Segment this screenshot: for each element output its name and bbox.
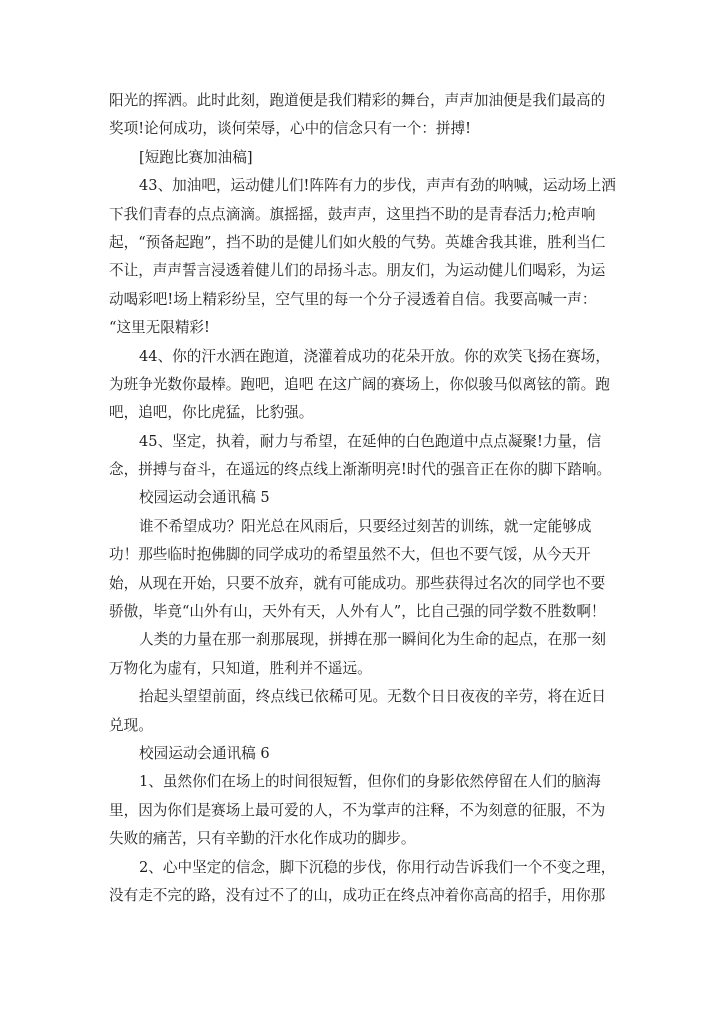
text-line: 失败的痛苦，只有辛勤的汗水化作成功的脚步。 xyxy=(109,830,416,848)
text-line: 谁不希望成功？阳光总在风雨后，只要经过刻苦的训练，就一定能够成 xyxy=(139,517,592,535)
text-line: 45、坚定，执着，耐力与希望，在延伸的白色跑道中点点凝聚!力量，信 xyxy=(139,432,602,450)
text-line: 43、加油吧，运动健儿们!阵阵有力的步伐，声声有劲的呐喊，运动场上洒 xyxy=(139,177,616,195)
text-line: 起，“预备起跑”，挡不助的是健儿们如火般的气势。英雄舍我其谁，胜利当仁 xyxy=(109,233,606,251)
text-line: 始，从现在开始，只要不放弃，就有可能成功。那些获得过名次的同学也不要 xyxy=(109,574,606,592)
document-page xyxy=(109,87,669,910)
text-line: 人类的力量在那一刹那展现，拼搏在那一瞬间化为生命的起点，在那一刻 xyxy=(139,631,607,649)
text-line: 1、虽然你们在场上的时间很短暂，但你们的身影依然停留在人们的脑海 xyxy=(139,773,601,791)
text-line: 2、心中坚定的信念，脚下沉稳的步伐，你用行动告诉我们一个不变之理， xyxy=(139,858,616,876)
text-line: 44、你的汗水洒在跑道，浇灌着成功的花朵开放。你的欢笑飞扬在赛场， xyxy=(139,347,610,365)
text-line: 兑现。 xyxy=(109,716,153,734)
text-line: 吧，追吧，你比虎猛，比豹强。 xyxy=(109,404,314,422)
text-line: 念，拼搏与奋斗，在遥远的终点线上渐渐明亮!时代的强音正在你的脚下踏响。 xyxy=(109,461,612,479)
text-line: 功！那些临时抱佛脚的同学成功的希望虽然不大，但也不要气馁，从今天开 xyxy=(109,546,591,564)
text-line: 不让，声声誓言浸透着健儿们的昂扬斗志。朋友们，为运动健儿们喝彩，为运 xyxy=(109,262,606,280)
text-line: 校园运动会通讯稿 5 xyxy=(139,489,270,507)
text-line: 奖项!论何成功，谈何荣辱，心中的信念只有一个：拼搏! xyxy=(109,120,471,138)
text-line: 阳光的挥洒。此时此刻，跑道便是我们精彩的舞台，声声加油便是我们最高的 xyxy=(109,92,606,109)
text-line: 校园运动会通讯稿 6 xyxy=(139,744,270,762)
text-line: 下我们青春的点点滴滴。旗摇摇，鼓声声，这里挡不助的是青春活力;枪声响 xyxy=(109,205,596,223)
text-line: “这里无限精彩! xyxy=(109,319,210,337)
text-line: 骄傲，毕竟“山外有山，天外有天，人外有人”，比自己强的同学数不胜数啊！ xyxy=(109,603,606,621)
text-line: [短跑比赛加油稿] xyxy=(139,148,253,166)
text-line: 为班争光数你最棒。跑吧，追吧 在这广阔的赛场上，你似骏马似离铉的箭。跑 xyxy=(109,375,610,393)
text-line: 万物化为虚有，只知道，胜利并不遥远。 xyxy=(109,659,372,677)
text-line: 没有走不完的路，没有过不了的山，成功正在终点冲着你高高的招手，用你那 xyxy=(109,886,606,904)
text-line: 抬起头望望前面，终点线已依稀可见。无数个日日夜夜的辛劳，将在近日 xyxy=(139,688,607,706)
text-line: 动喝彩吧!场上精彩纷呈，空气里的每一个分子浸透着自信。我要高喊一声： xyxy=(109,290,597,308)
text-line: 里，因为你们是赛场上最可爱的人，不为掌声的注释，不为刻意的征服，不为 xyxy=(109,801,606,819)
